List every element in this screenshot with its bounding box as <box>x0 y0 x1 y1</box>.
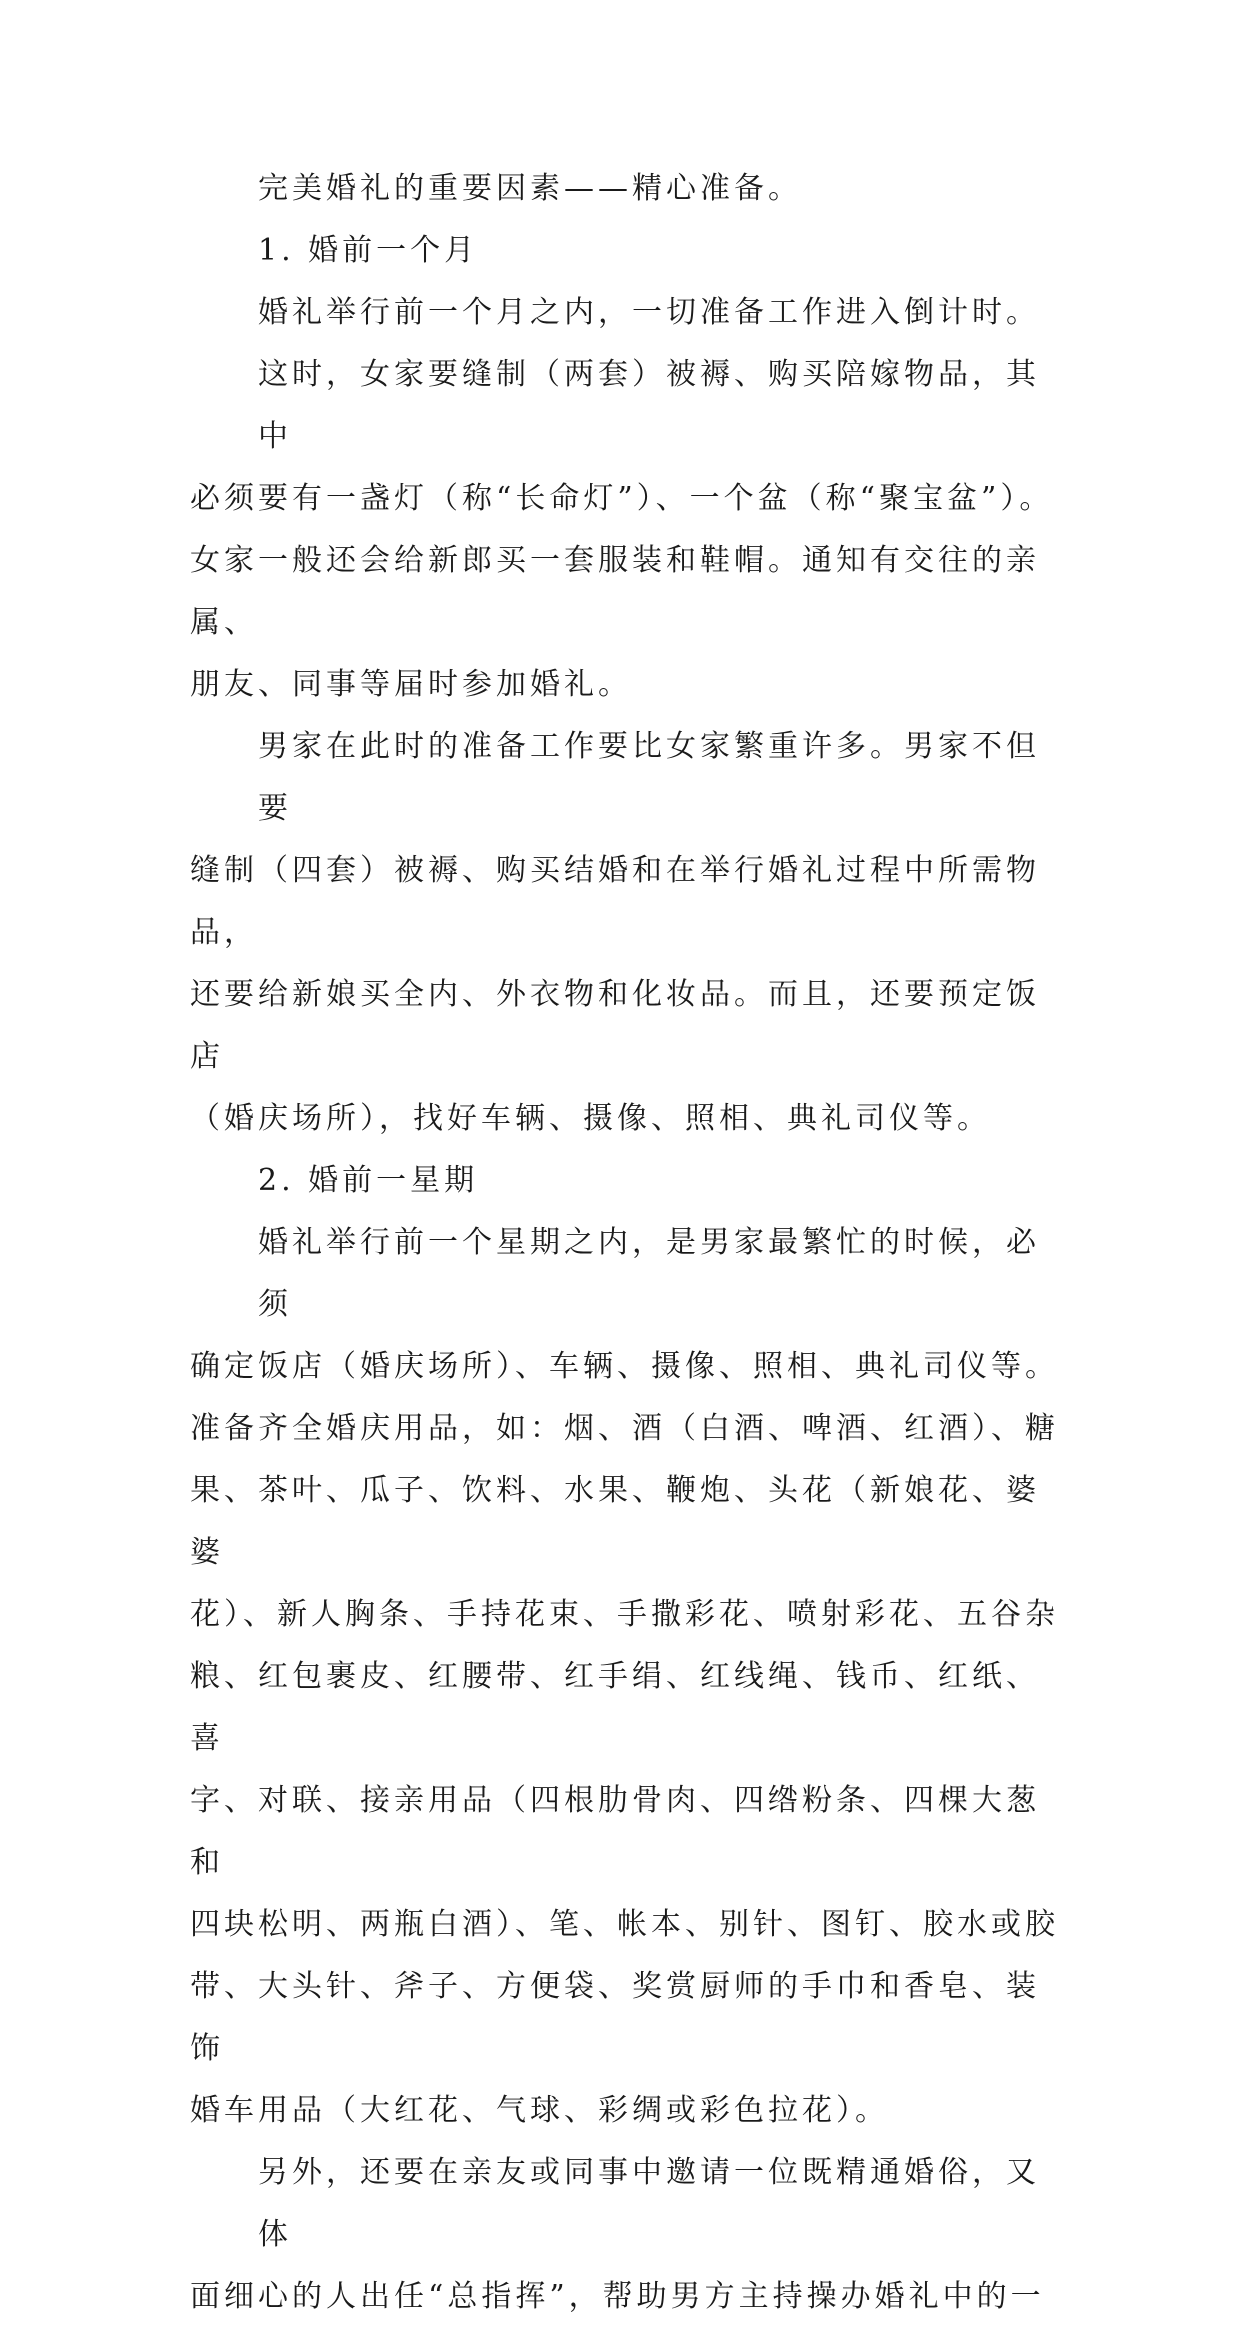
text-line: 女家一般还会给新郎买一套服装和鞋帽。通知有交往的亲属、 <box>190 543 1040 640</box>
text-line: 果、茶叶、瓜子、饮料、水果、鞭炮、头花（新娘花、婆婆 <box>190 1473 1040 1570</box>
text-line: 准备齐全婚庆用品，如：烟、酒（白酒、啤酒、红酒）、糖 <box>190 1411 1059 1446</box>
paragraph-2 <box>190 344 1060 716</box>
text-line: 面细心的人出任“总指挥”，帮助男方主持操办婚礼中的一 <box>190 2279 1045 2314</box>
section-heading-2 <box>190 1150 1060 1212</box>
text-line: 1. 婚前一个月 <box>258 233 479 268</box>
paragraph-5 <box>190 2142 1060 2328</box>
document-body <box>190 158 1060 2328</box>
text-line: 婚礼举行前一个星期之内，是男家最繁忙的时候，必须 <box>258 1225 1040 1322</box>
text-line: 缝制（四套）被褥、购买结婚和在举行婚礼过程中所需物品， <box>190 853 1040 950</box>
text-line: 2. 婚前一星期 <box>258 1163 479 1198</box>
section-heading-1 <box>190 220 1060 282</box>
text-line: 四块松明、两瓶白酒）、笔、帐本、别针、图钉、胶水或胶 <box>190 1907 1059 1942</box>
text-line: 还要给新娘买全内、外衣物和化妆品。而且，还要预定饭店 <box>190 977 1040 1074</box>
text-line: 确定饭店（婚庆场所）、车辆、摄像、照相、典礼司仪等。 <box>190 1349 1059 1384</box>
text-line: 婚车用品（大红花、气球、彩绸或彩色拉花）。 <box>190 2093 889 2128</box>
text-line: 男家在此时的准备工作要比女家繁重许多。男家不但要 <box>258 729 1040 826</box>
text-line: （婚庆场所），找好车辆、摄像、照相、典礼司仪等。 <box>190 1101 991 1136</box>
paragraph-4 <box>190 1212 1060 2142</box>
text-line: 必须要有一盏灯（称“长命灯”）、一个盆（称“聚宝盆”）。 <box>190 481 1054 516</box>
text-line: 这时，女家要缝制（两套）被褥、购买陪嫁物品，其中 <box>258 357 1040 454</box>
paragraph-3 <box>190 716 1060 1150</box>
intro-paragraph <box>190 158 1060 220</box>
text-line: 花）、新人胸条、手持花束、手撒彩花、喷射彩花、五谷杂 <box>190 1597 1059 1632</box>
text-line: 带、大头针、斧子、方便袋、奖赏厨师的手巾和香皂、装饰 <box>190 1969 1040 2066</box>
text-line: 粮、红包裹皮、红腰带、红手绢、红线绳、钱币、红纸、喜 <box>190 1659 1040 1756</box>
text-line: 另外，还要在亲友或同事中邀请一位既精通婚俗，又体 <box>258 2155 1040 2252</box>
text-line: 字、对联、接亲用品（四根肋骨肉、四绺粉条、四棵大葱和 <box>190 1783 1040 1880</box>
paragraph-1 <box>190 282 1060 344</box>
text-line: 婚礼举行前一个月之内，一切准备工作进入倒计时。 <box>258 295 1040 330</box>
text-line: 完美婚礼的重要因素——精心准备。 <box>258 171 802 206</box>
text-line: 朋友、同事等届时参加婚礼。 <box>190 667 632 702</box>
